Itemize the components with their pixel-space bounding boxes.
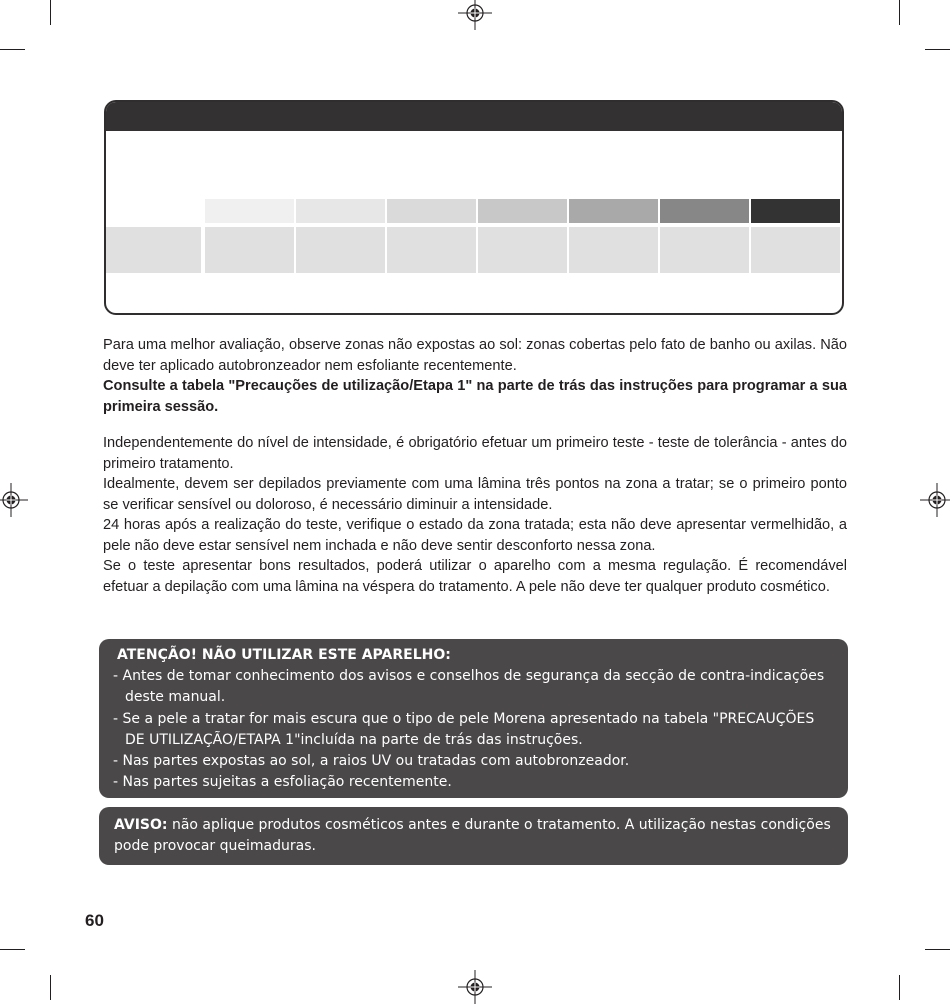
crop-mark [899, 0, 900, 25]
paragraph: Independentemente do nível de intensidade, é obrigatório efetuar um primeiro teste - teste de tolerância - antes do primeiro tratamento. [103, 435, 847, 472]
table-cell [751, 227, 840, 273]
skin-swatch [205, 199, 294, 223]
table-cell [387, 227, 476, 273]
table-cell [569, 227, 658, 273]
registration-mark-icon [458, 0, 492, 30]
skin-swatch [660, 199, 749, 223]
skin-swatch [296, 199, 385, 223]
warning-item: - Antes de tomar conhecimento dos avisos e conselhos de segurança da secção de contra-indicações deste manual. [113, 668, 825, 706]
page-number: 60 [85, 911, 104, 930]
registration-mark-icon [458, 970, 492, 1004]
warning-box [99, 639, 848, 798]
skin-tone-panel [104, 100, 844, 315]
paragraph: Para uma melhor avaliação, observe zonas não expostas ao sol: zonas cobertas pelo fato de banho ou axilas. Não deve ter aplicado autobronzeador nem esfoliante recentemente. [103, 337, 847, 374]
warning-item: - Nas partes expostas ao sol, a raios UV ou tratadas com autobronzeador. [113, 753, 630, 770]
registration-mark-icon [920, 483, 950, 517]
paragraph: Se o teste apresentar bons resultados, poderá utilizar o aparelho com a mesma regulação. É recomendável efetuar a depilação com uma lâmina na véspera do tratamento. A pele não deve ter qualquer produto cosmético. [103, 558, 847, 595]
paragraph-bold: Consulte a tabela "Precauções de utilização/Etapa 1" na parte de trás das instruções para programar a sua primeira sessão. [103, 378, 847, 415]
crop-mark [0, 949, 25, 950]
warning-item: - Nas partes sujeitas a esfoliação recentemente. [113, 774, 452, 791]
paragraph: Idealmente, devem ser depilados previamente com uma lâmina três pontos na zona a tratar; se o primeiro ponto se verificar sensível ou doloroso, é necessário diminuir a intensidade. [103, 476, 847, 513]
registration-mark-icon [0, 483, 28, 517]
table-cell [106, 227, 201, 273]
crop-mark [925, 949, 950, 950]
skin-swatch [387, 199, 476, 223]
table-cell [205, 227, 294, 273]
paragraph: 24 horas após a realização do teste, verifique o estado da zona tratada; esta não deve apresentar vermelhidão, a pele não deve estar sensível nem inchada e não deve sentir desconforto nessa zona. [103, 517, 847, 554]
table-cell [660, 227, 749, 273]
panel-header [106, 102, 842, 131]
skin-swatch [478, 199, 567, 223]
notice-box [99, 807, 848, 865]
table-cell [478, 227, 567, 273]
notice-text: não aplique produtos cosméticos antes e durante o tratamento. A utilização nestas condições pode provocar queimaduras. [114, 817, 831, 855]
crop-mark [899, 975, 900, 1000]
warning-title: ATENÇÃO! NÃO UTILIZAR ESTE APARELHO: [117, 647, 451, 663]
crop-mark [50, 0, 51, 25]
table-cell [296, 227, 385, 273]
warning-item: - Se a pele a tratar for mais escura que o tipo de pele Morena apresentado na tabela "PRECAUÇÕES DE UTILIZAÇÃO/ETAPA 1"incluída na parte de trás das instruções. [113, 710, 815, 748]
crop-mark [0, 49, 25, 50]
intro-text [103, 335, 847, 417]
skin-swatch [751, 199, 840, 223]
crop-mark [50, 975, 51, 1000]
skin-swatch [569, 199, 658, 223]
test-instructions-text [103, 433, 847, 597]
crop-mark [925, 49, 950, 50]
notice-label: AVISO: [114, 817, 168, 833]
